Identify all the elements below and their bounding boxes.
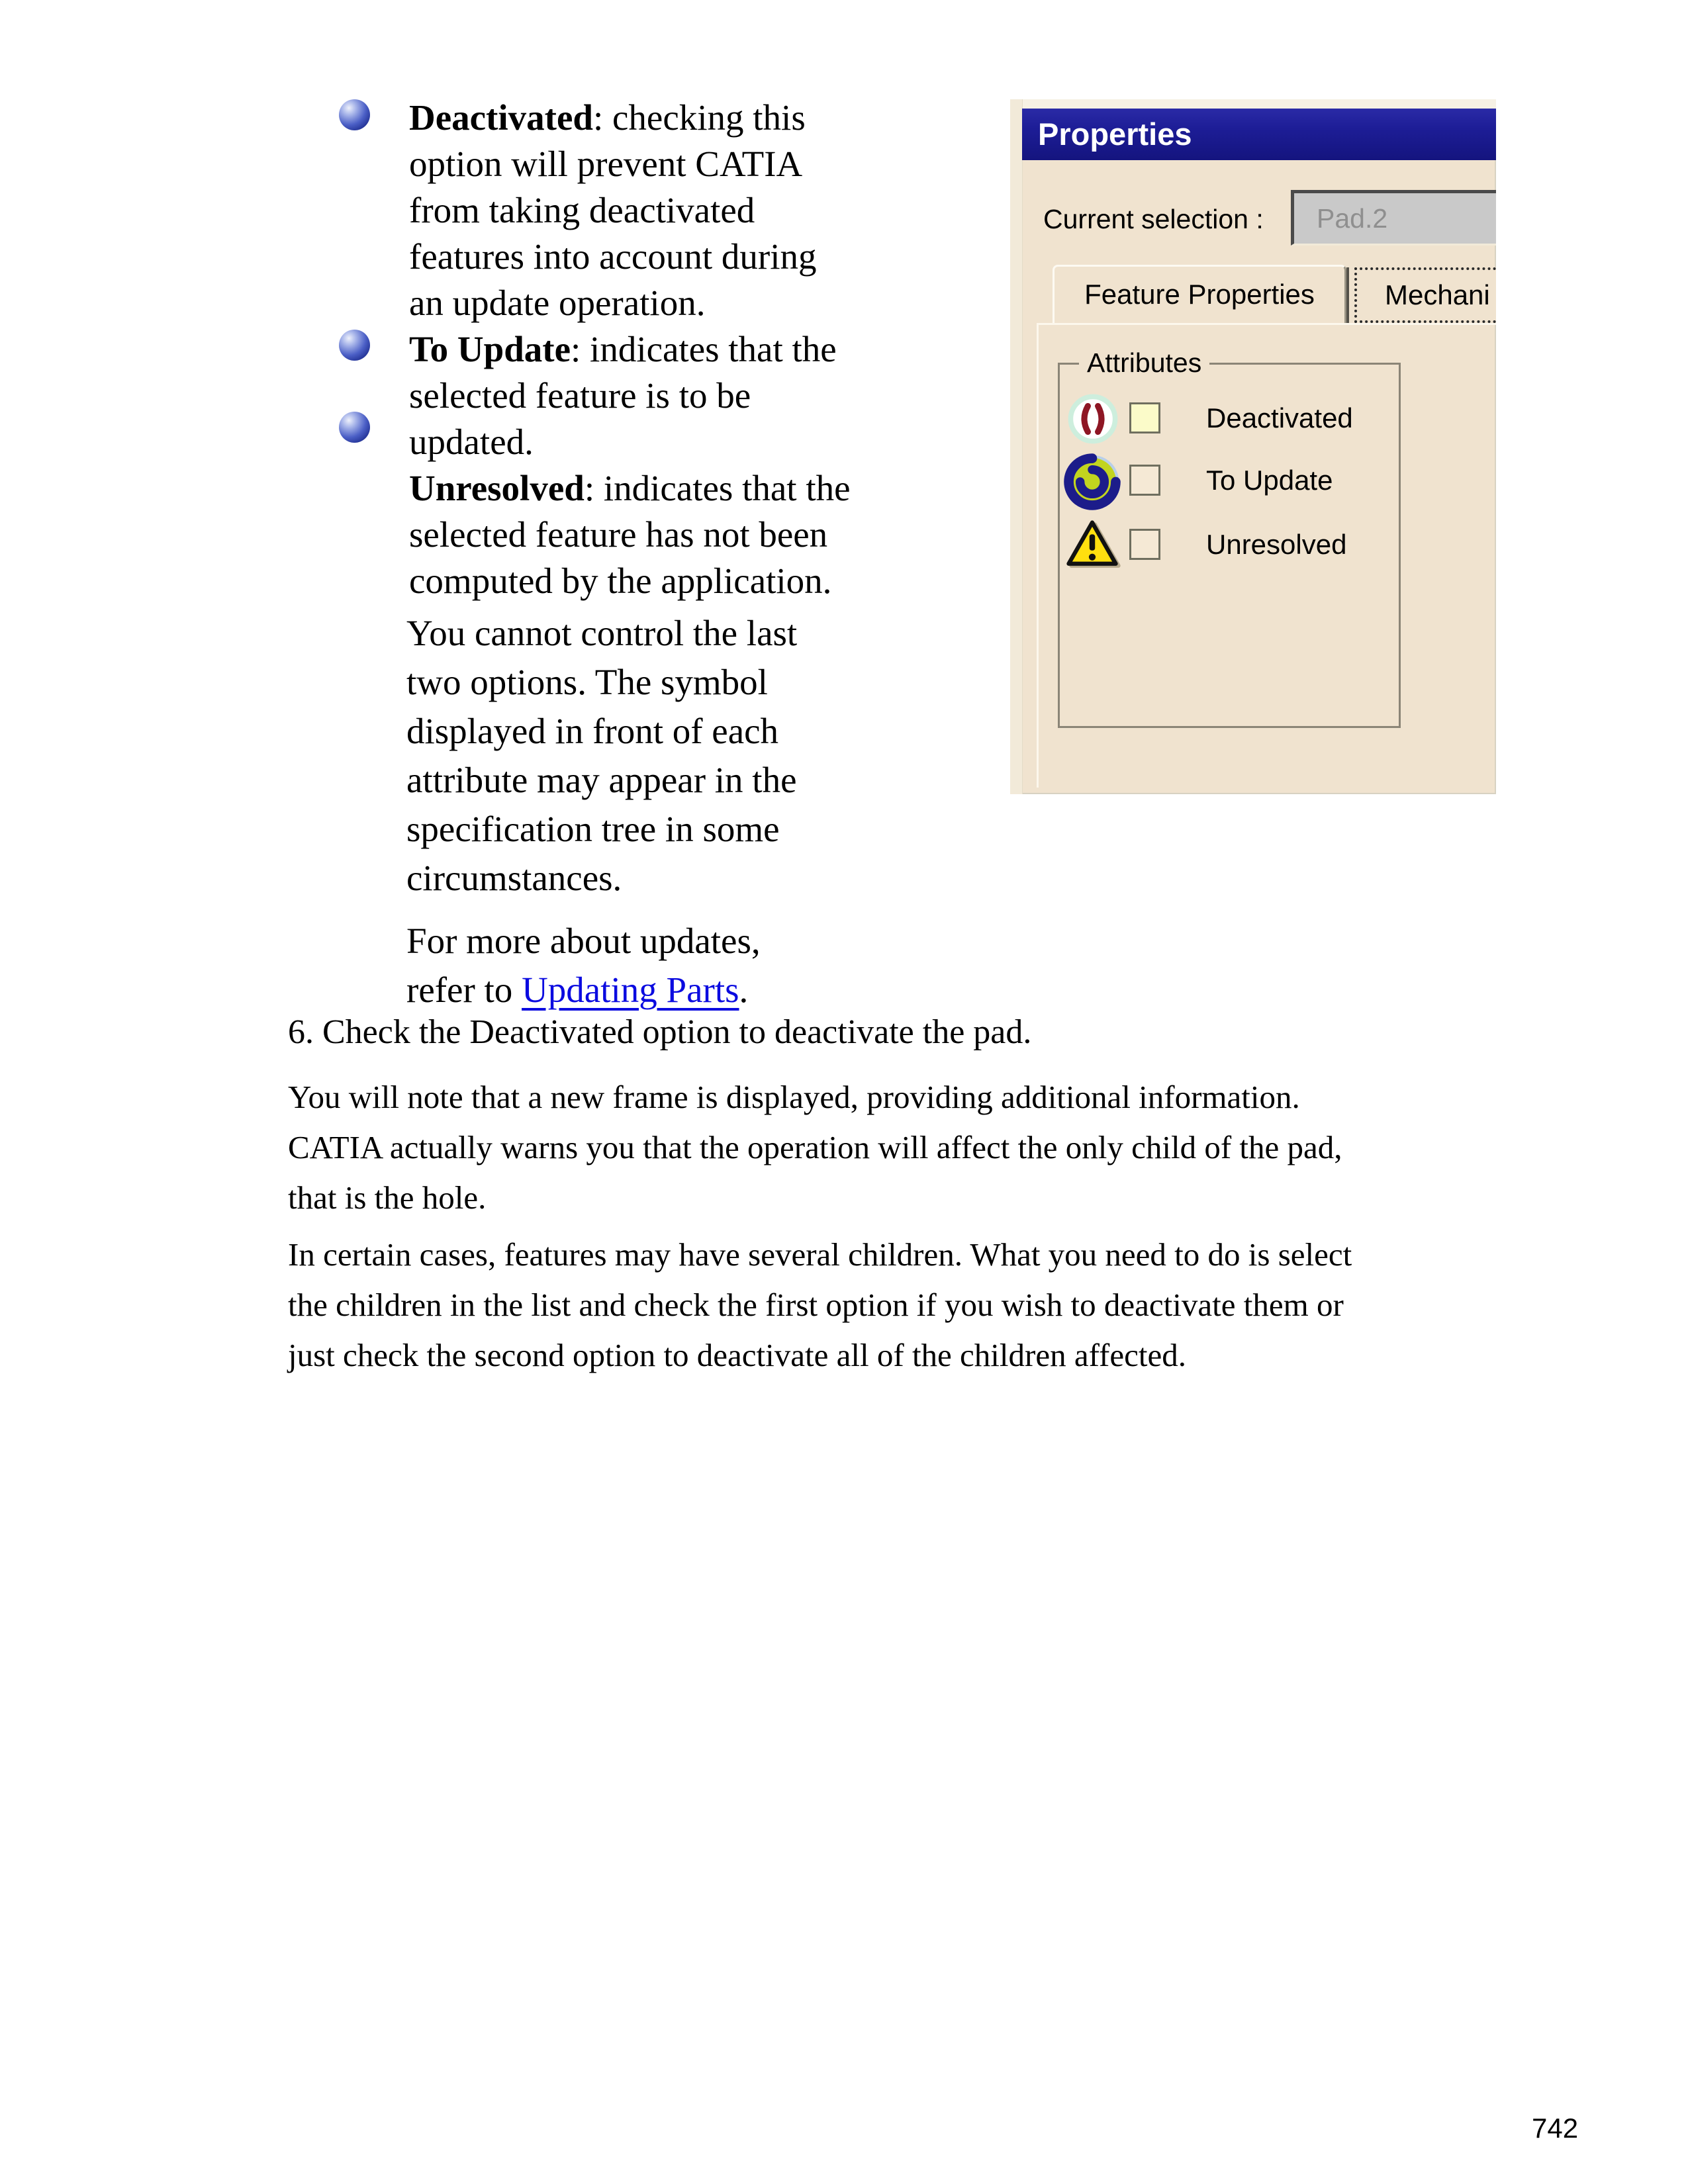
link-suffix-text: . [739, 970, 749, 1010]
list-line: option will prevent CATIA [409, 144, 803, 184]
attributes-group-title: Attributes [1079, 348, 1209, 377]
paragraph-line: attribute may appear in the [406, 760, 797, 800]
list-line: an update operation. [409, 283, 706, 323]
list-bullet-icon [339, 330, 370, 361]
update-swirl-icon [1063, 453, 1121, 511]
dialog-left-border [1010, 99, 1023, 794]
deactivated-checkbox[interactable] [1129, 402, 1160, 433]
feature-options-list [409, 95, 851, 604]
paragraph-line: displayed in front of each [406, 711, 779, 751]
paragraph-line: circumstances. [406, 858, 622, 898]
tab-panel-left-edge [1037, 323, 1039, 788]
dialog-title: Properties [1038, 116, 1192, 152]
list-line: from taking deactivated [409, 190, 755, 230]
current-selection-field[interactable] [1291, 190, 1496, 246]
list-line: Deactivated: checking this [409, 97, 806, 138]
list-line: features into account during [409, 236, 817, 277]
list-line: Unresolved: indicates that the [409, 468, 851, 508]
unresolved-checkbox[interactable] [1129, 529, 1160, 560]
updating-parts-link[interactable]: Updating Parts [522, 970, 739, 1010]
tab-divider [1346, 267, 1349, 323]
list-line: selected feature is to be [409, 375, 751, 416]
tab-panel-top-edge [1037, 323, 1496, 325]
list-bullet-icon [339, 99, 370, 130]
paragraph-line: that is the hole. [288, 1179, 487, 1216]
tab-mechanical[interactable]: Mechani [1354, 267, 1496, 323]
paragraph-line: You cannot control the last [406, 613, 798, 653]
list-line: computed by the application. [409, 561, 832, 601]
list-line: To Update: indicates that the [409, 329, 837, 369]
paragraph-line: specification tree in some [406, 809, 780, 849]
deactivated-label: Deactivated [1206, 402, 1353, 433]
dialog-title-bar [1022, 109, 1496, 160]
to-update-label: To Update [1206, 465, 1333, 496]
list-line: updated. [409, 422, 534, 462]
deactivated-parentheses-icon [1067, 393, 1119, 445]
paragraph-line: For more about updates, [406, 921, 761, 961]
current-selection-label: Current selection : [1043, 204, 1264, 234]
page-number: 742 [1532, 2113, 1579, 2144]
control-note-paragraph [406, 609, 797, 903]
more-info-paragraph [406, 917, 761, 1015]
unresolved-label: Unresolved [1206, 529, 1347, 560]
link-prefix-text: refer to [406, 970, 522, 1010]
paragraph-line: In certain cases, features may have several children. What you need to do is select [288, 1236, 1352, 1273]
to-update-checkbox[interactable] [1129, 465, 1160, 496]
children-paragraph [288, 1230, 1352, 1381]
dialog-top-border [1010, 99, 1496, 109]
paragraph-line: just check the second option to deactivate all of the children affected. [288, 1337, 1186, 1373]
paragraph-line: the children in the list and check the first option if you wish to deactivate them or [288, 1287, 1344, 1323]
paragraph-line: You will note that a new frame is displayed, providing additional information. [288, 1079, 1300, 1115]
step-6-instruction: 6. Check the Deactivated option to deactivate the pad. [288, 1013, 1032, 1051]
current-selection-value: Pad.2 [1317, 203, 1388, 234]
list-line: selected feature has not been [409, 514, 828, 555]
properties-dialog-screenshot [1010, 99, 1496, 794]
tab-feature-properties[interactable]: Feature Properties [1053, 265, 1346, 324]
list-bullet-icon [339, 412, 370, 443]
paragraph-line: CATIA actually warns you that the operation will affect the only child of the pad, [288, 1129, 1342, 1165]
note-paragraph [288, 1072, 1342, 1223]
paragraph-line: two options. The symbol [406, 662, 768, 702]
warning-triangle-icon [1066, 519, 1119, 572]
